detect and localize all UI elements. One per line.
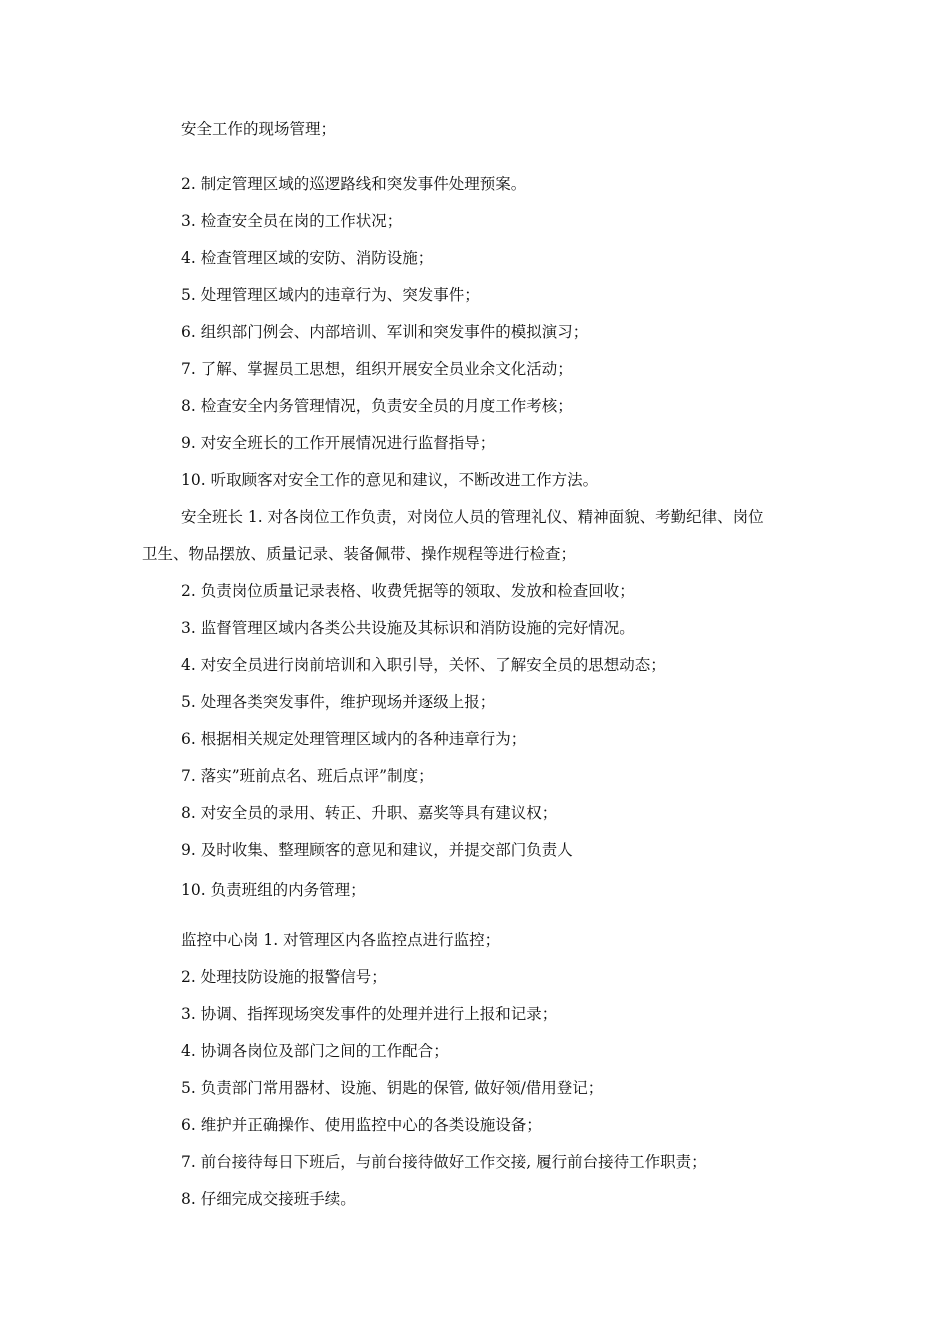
text-line: 卫生、物品摆放、质量记录、装备佩带、操作规程等进行检查； (142, 545, 577, 563)
text-line: 8. 仔细完成交接班手续。 (181, 1190, 356, 1208)
text-line: 4. 协调各岗位及部门之间的工作配合； (181, 1042, 449, 1060)
text-line: 6. 维护并正确操作、使用监控中心的各类设施设备； (181, 1116, 542, 1134)
text-line: 9. 对安全班长的工作开展情况进行监督指导； (181, 434, 496, 452)
text-line: 安全工作的现场管理； (181, 120, 337, 138)
text-line: 4. 检查管理区域的安防、消防设施； (181, 249, 434, 267)
text-line: 7. 了解、掌握员工思想，组织开展安全员业余文化活动； (181, 360, 573, 378)
text-line: 监控中心岗 1. 对管理区内各监控点进行监控； (181, 931, 501, 949)
text-line: 4. 对安全员进行岗前培训和入职引导，关怀、了解安全员的思想动态； (181, 656, 666, 674)
text-line: 7. 落实”班前点名、班后点评”制度； (181, 767, 434, 785)
text-line: 10. 负责班组的内务管理； (181, 881, 366, 899)
text-line: 3. 检查安全员在岗的工作状况； (181, 212, 403, 230)
text-line: 安全班长 1. 对各岗位工作负责，对岗位人员的管理礼仪、精神面貌、考勤纪律、岗位 (181, 508, 764, 526)
text-line: 2. 制定管理区域的巡逻路线和突发事件处理预案。 (181, 175, 527, 193)
text-line: 8. 检查安全内务管理情况，负责安全员的月度工作考核； (181, 397, 573, 415)
text-line: 6. 根据相关规定处理管理区域内的各种违章行为； (181, 730, 527, 748)
text-line: 9. 及时收集、整理顾客的意见和建议，并提交部门负责人 (181, 841, 573, 859)
text-line: 2. 负责岗位质量记录表格、收费凭据等的领取、发放和检查回收； (181, 582, 635, 600)
text-line: 5. 负责部门常用器材、设施、钥匙的保管, 做好领/借用登记； (181, 1079, 604, 1097)
text-line: 3. 监督管理区域内各类公共设施及其标识和消防设施的完好情况。 (181, 619, 635, 637)
text-line: 2. 处理技防设施的报警信号； (181, 968, 387, 986)
text-line: 10. 听取顾客对安全工作的意见和建议，不断改进工作方法。 (181, 471, 599, 489)
text-line: 8. 对安全员的录用、转正、升职、嘉奖等具有建议权； (181, 804, 558, 822)
text-line: 5. 处理管理区域内的违章行为、突发事件； (181, 286, 480, 304)
text-line: 7. 前台接待每日下班后，与前台接待做好工作交接, 履行前台接待工作职责； (181, 1153, 707, 1171)
text-line: 5. 处理各类突发事件，维护现场并逐级上报； (181, 693, 496, 711)
text-line: 6. 组织部门例会、内部培训、军训和突发事件的模拟演习； (181, 323, 589, 341)
text-line: 3. 协调、指挥现场突发事件的处理并进行上报和记录； (181, 1005, 558, 1023)
